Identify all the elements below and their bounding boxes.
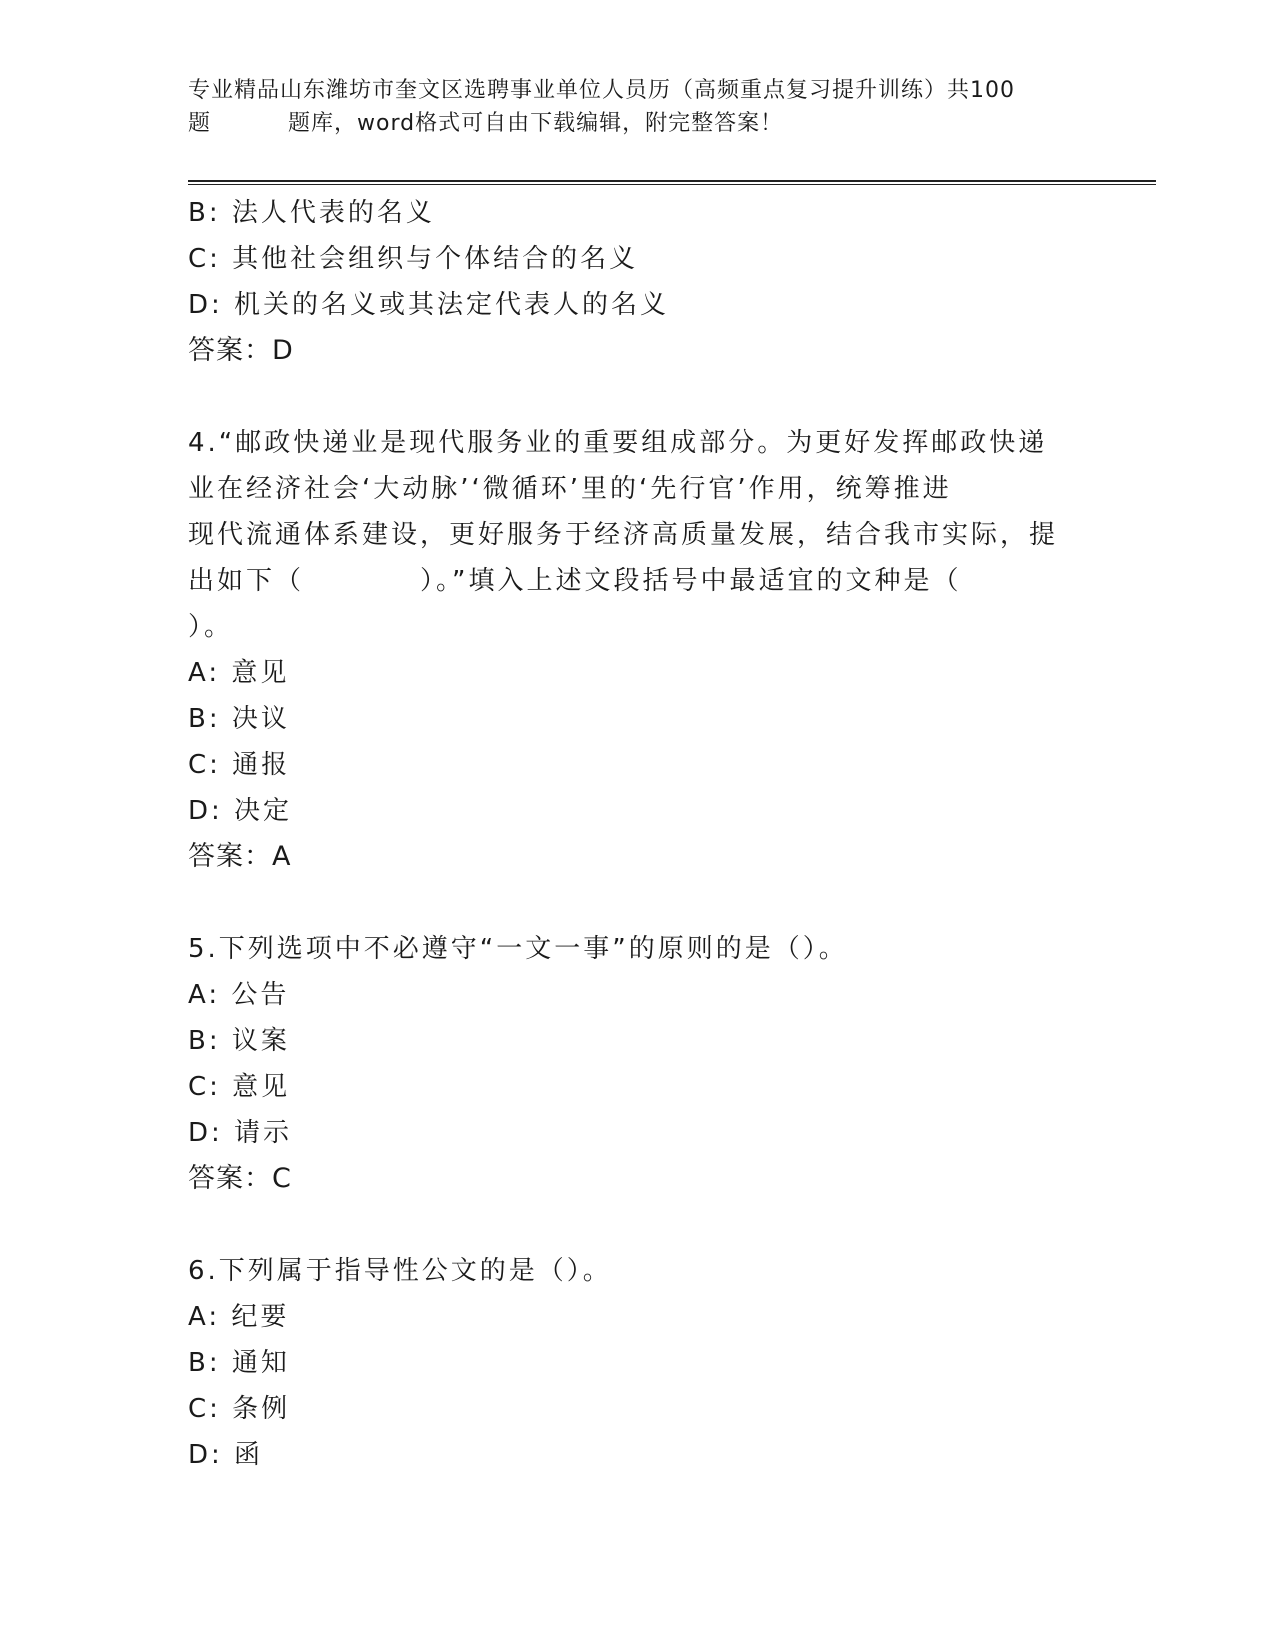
- option-d: D: 请示: [188, 1118, 293, 1148]
- question-stem-line: 5.下列选项中不必遵守“一文一事”的原则的是（）。: [188, 934, 848, 964]
- option-a: A: 意见: [188, 658, 290, 688]
- document-header: [188, 74, 1088, 140]
- header-title-line2-left: 题: [188, 111, 212, 136]
- option-d: D: 函: [188, 1440, 264, 1470]
- option-c: C: 条例: [188, 1394, 291, 1424]
- answer-line: 答案：A: [188, 841, 292, 872]
- option-c: C: 其他社会组织与个体结合的名义: [188, 244, 639, 274]
- option-c: C: 通报: [188, 750, 291, 780]
- question-stem-line: 出如下（ ）。”填入上述文段括号中最适宜的文种是（: [188, 566, 962, 596]
- option-d: D: 机关的名义或其法定代表人的名义: [188, 290, 670, 320]
- option-a: A: 纪要: [188, 1302, 290, 1332]
- question-stem-line: 4.“邮政快递业是现代服务业的重要组成部分。为更好发挥邮政快递: [188, 428, 1048, 458]
- question-stem-line: 业在经济社会‘大动脉’‘微循环’里的‘先行官’作用，统筹推进: [188, 474, 952, 504]
- header-title-line2: [188, 107, 1088, 140]
- option-b: B: 法人代表的名义: [188, 198, 435, 228]
- option-a: A: 公告: [188, 980, 290, 1010]
- option-b: B: 通知: [188, 1348, 290, 1378]
- header-title-line1: 专业精品山东潍坊市奎文区选聘事业单位人员历（高频重点复习提升训练）共100: [188, 78, 1015, 103]
- option-b: B: 决议: [188, 704, 290, 734]
- question-stem-line: 现代流通体系建设，更好服务于经济高质量发展，结合我市实际，提: [188, 520, 1059, 550]
- question-4: [188, 420, 1068, 880]
- document-body: [188, 190, 1068, 1478]
- answer-line: 答案：D: [188, 335, 294, 366]
- question-stem-line: ）。: [188, 612, 234, 642]
- option-b: B: 议案: [188, 1026, 290, 1056]
- question-3-tail: [188, 190, 1068, 374]
- question-6: [188, 1248, 1068, 1478]
- header-divider-thick: [188, 180, 1156, 182]
- header-divider-thin: [188, 184, 1156, 185]
- answer-line: 答案：C: [188, 1163, 292, 1194]
- question-5: [188, 926, 1068, 1202]
- header-title-line2-right: 题库，word格式可自由下载编辑，附完整答案！: [288, 111, 784, 136]
- option-c: C: 意见: [188, 1072, 291, 1102]
- option-d: D: 决定: [188, 796, 293, 826]
- question-stem-line: 6.下列属于指导性公文的是（）。: [188, 1256, 612, 1286]
